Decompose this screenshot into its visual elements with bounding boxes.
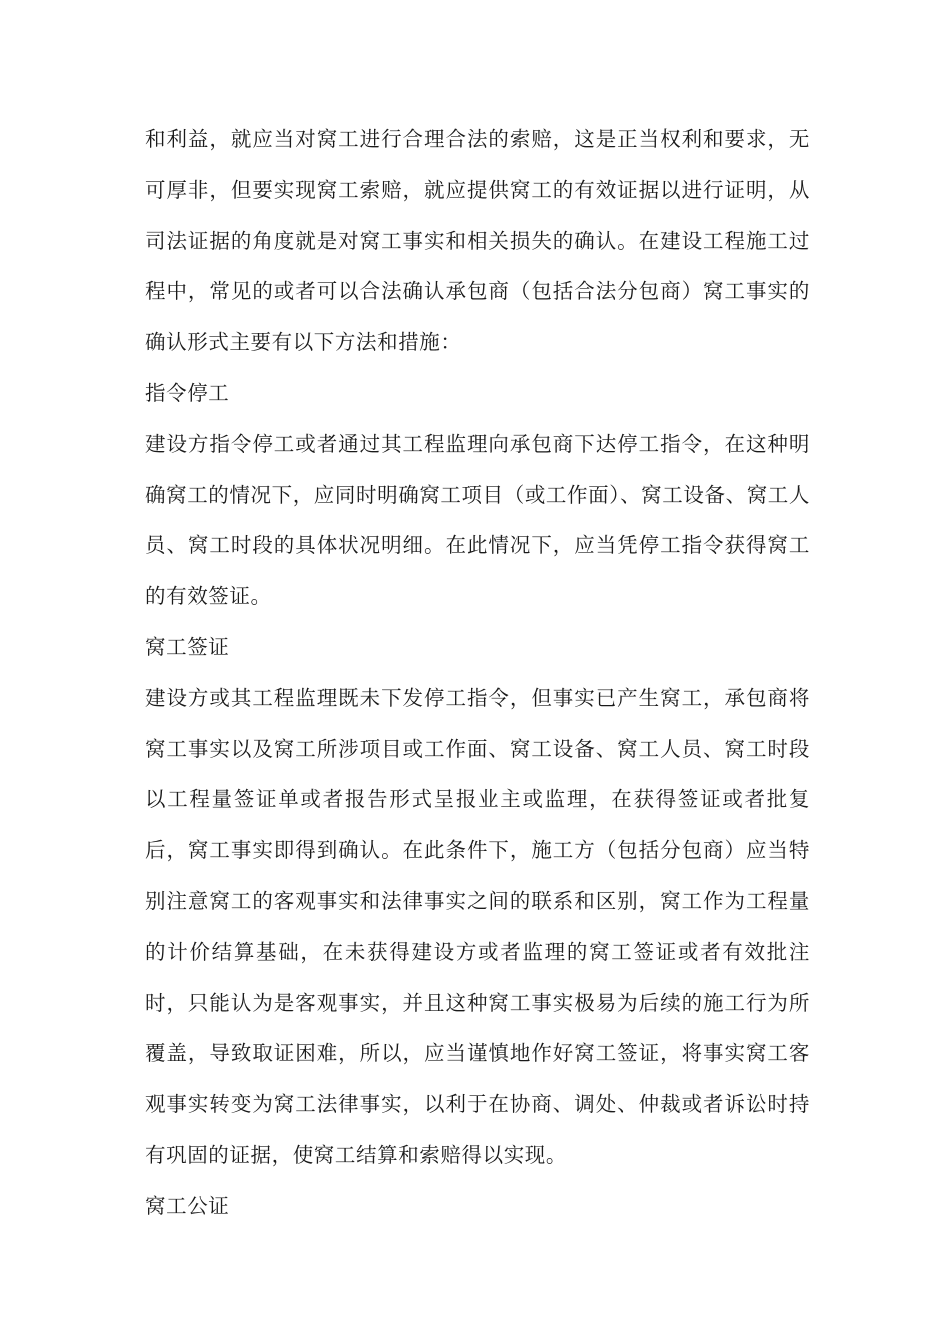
document-body (145, 114, 810, 1232)
paragraph-idle-visa: 建设方或其工程监理既未下发停工指令，但事实已产生窝工，承包商将窝工事实以及窝工所涉项目或工作面、窝工设备、窝工人员、窝工时段以工程量签证单或者报告形式呈报业主或监理，在获得签证或者批复后，窝工事实即得到确认。在此条件下，施工方（包括分包商）应当特别注意窝工的客观事实和法律事实之间的联系和区别，窝工作为工程量的计价结算基础，在未获得建设方或者监理的窝工签证或者有效批注时，只能认为是客观事实，并且这种窝工事实极易为后续的施工行为所覆盖，导致取证困难，所以，应当谨慎地作好窝工签证，将事实窝工客观事实转变为窝工法律事实，以利于在协商、调处、仲裁或者诉讼时持有巩固的证据，使窝工结算和索赔得以实现。 (145, 685, 810, 1167)
section-heading-idle-notarization: 窝工公证 (145, 1193, 230, 1218)
paragraph-intro: 和利益，就应当对窝工进行合理合法的索赔，这是正当权利和要求，无可厚非，但要实现窝工索赔，就应提供窝工的有效证据以进行证明，从司法证据的角度就是对窝工事实和相关损失的确认。在建设工程施工过程中，常见的或者可以合法确认承包商（包括合法分包商）窝工事实的确认形式主要有以下方法和措施： (145, 127, 810, 355)
section-heading-idle-visa: 窝工签证 (145, 634, 230, 659)
paragraph-stop-work-order: 建设方指令停工或者通过其工程监理向承包商下达停工指令，在这种明确窝工的情况下，应同时明确窝工项目（或工作面）、窝工设备、窝工人员、窝工时段的具体状况明细。在此情况下，应当凭停工指令获得窝工的有效签证。 (145, 431, 810, 609)
section-heading-stop-work-order: 指令停工 (145, 380, 230, 405)
